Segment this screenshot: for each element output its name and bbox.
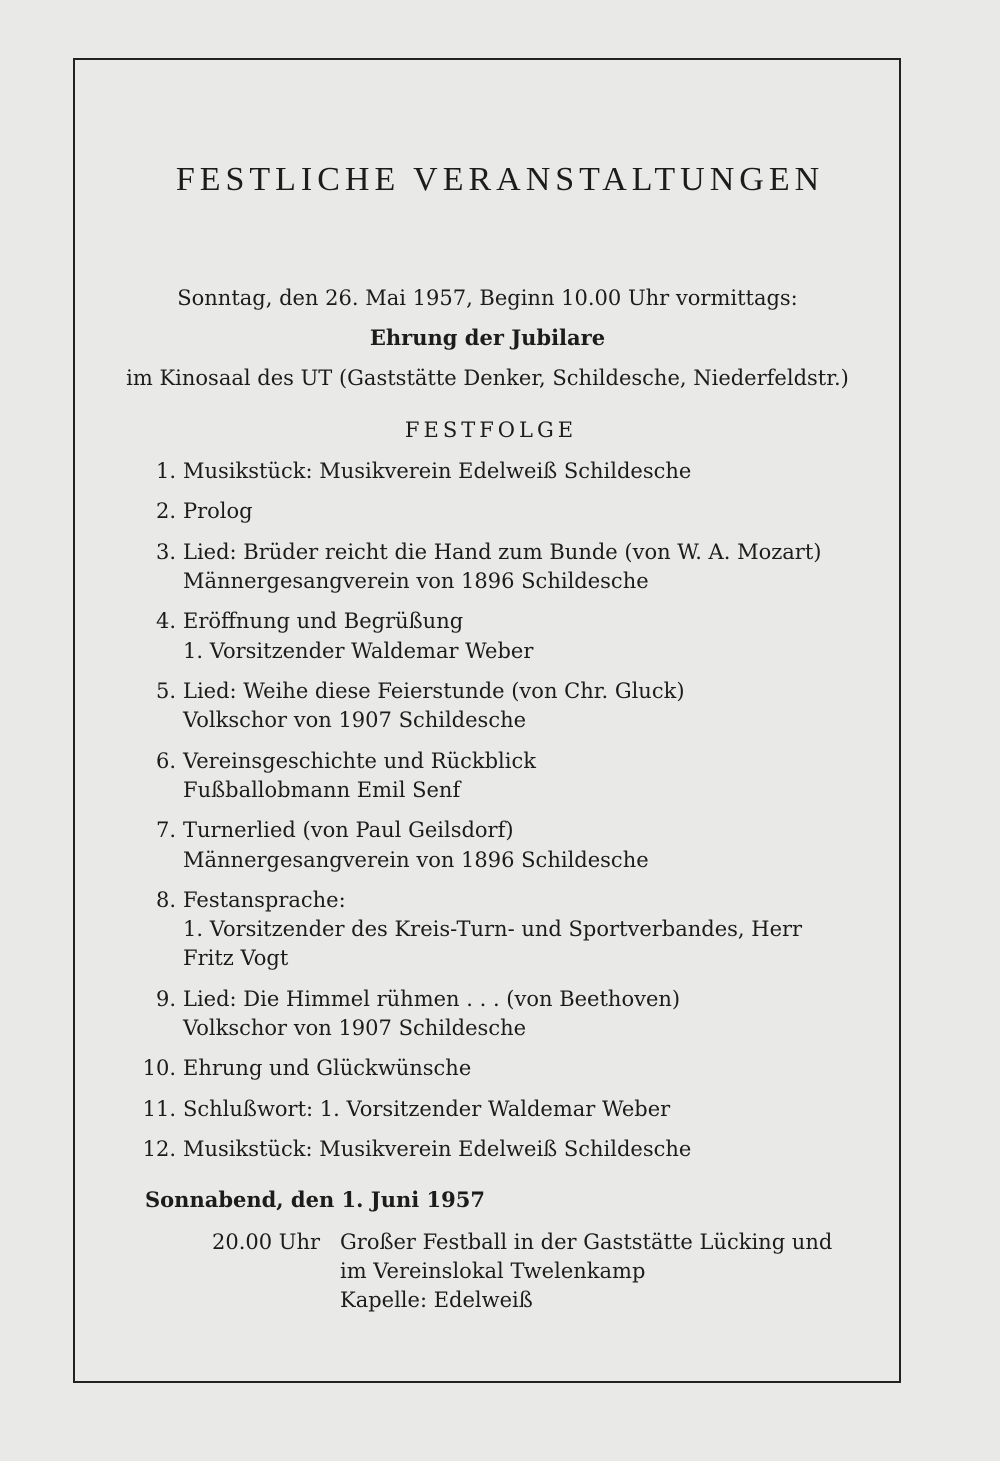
saturday-time: 20.00 Uhr	[212, 1230, 321, 1254]
item-line: Ehrung und Glückwünsche	[183, 1056, 472, 1080]
item-line: Vereinsgeschichte und Rückblick	[183, 749, 536, 773]
intro-date-line: Sonntag, den 26. Mai 1957, Beginn 10.00 Uhr vormittags:	[177, 286, 798, 310]
saturday-event-line: Kapelle: Edelweiß	[340, 1288, 533, 1312]
saturday-event-line: Großer Festball in der Gaststätte Lücking und	[340, 1230, 833, 1254]
item-line: Festansprache:	[183, 888, 346, 912]
intro-event-title: Ehrung der Jubilare	[369, 325, 606, 350]
item-line: Musikstück: Musikverein Edelweiß Schildesche	[183, 459, 692, 483]
item-line: Prolog	[183, 499, 253, 523]
saturday-event-line: im Vereinslokal Twelenkamp	[340, 1259, 646, 1283]
item-line: Lied: Die Himmel rühmen . . . (von Beethoven)	[183, 987, 681, 1011]
item-line: Eröffnung und Begrüßung	[183, 609, 464, 633]
item-line: Fußballobmann Emil Senf	[183, 778, 461, 802]
intro-location-line: im Kinosaal des UT (Gaststätte Denker, Schildesche, Niederfeldstr.)	[126, 366, 849, 390]
item-line: Männergesangverein von 1896 Schildesche	[183, 848, 649, 872]
item-number: 4.	[155, 609, 176, 633]
item-number: 3.	[155, 540, 176, 564]
item-line: Lied: Brüder reicht die Hand zum Bunde (von W. A. Mozart)	[183, 540, 822, 564]
item-number: 10.	[142, 1056, 176, 1080]
saturday-heading: Sonnabend, den 1. Juni 1957	[145, 1187, 485, 1212]
festfolge-heading: FESTFOLGE	[404, 418, 578, 442]
item-line: Schlußwort: 1. Vorsitzender Waldemar Weber	[183, 1097, 671, 1121]
item-number: 6.	[155, 749, 176, 773]
item-line: Turnerlied (von Paul Geilsdorf)	[183, 818, 514, 842]
item-line: Volkschor von 1907 Schildesche	[183, 1016, 527, 1040]
item-number: 8.	[155, 888, 176, 912]
item-line: Fritz Vogt	[183, 946, 289, 970]
item-line: 1. Vorsitzender des Kreis-Turn- und Sportverbandes, Herr	[183, 917, 803, 941]
item-number: 9.	[155, 987, 176, 1011]
item-number: 1.	[155, 459, 176, 483]
item-number: 5.	[155, 679, 176, 703]
item-number: 12.	[142, 1137, 176, 1161]
item-line: 1. Vorsitzender Waldemar Weber	[183, 639, 534, 663]
item-line: Männergesangverein von 1896 Schildesche	[183, 569, 649, 593]
page-title: FESTLICHE VERANSTALTUNGEN	[175, 161, 825, 198]
item-number: 7.	[155, 818, 176, 842]
item-line: Lied: Weihe diese Feierstunde (von Chr. Gluck)	[183, 679, 685, 703]
item-line: Musikstück: Musikverein Edelweiß Schildesche	[183, 1137, 692, 1161]
item-number: 11.	[142, 1097, 176, 1121]
item-line: Volkschor von 1907 Schildesche	[183, 708, 527, 732]
item-number: 2.	[155, 499, 176, 523]
